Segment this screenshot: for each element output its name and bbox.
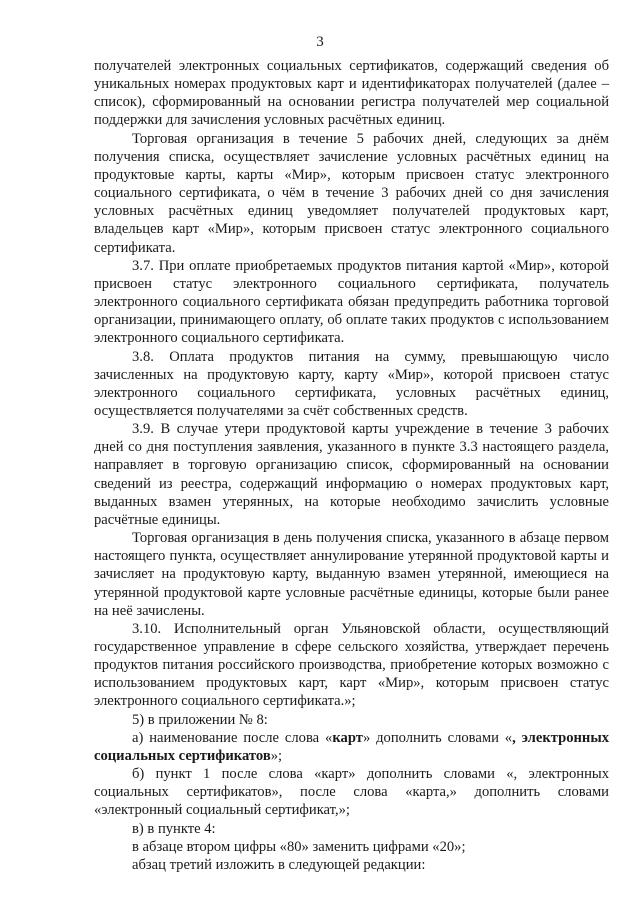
item-a-text-middle: » дополнить словами «	[362, 729, 513, 746]
page-number: 3	[316, 34, 324, 50]
paragraph-3-9: 3.9. В случае утери продуктовой карты учреждение в течение 3 рабочих дней со дня поступления заявления, указанного в пункте 3.3 настоящего раздела, направляет в торговую организацию список, сформированный на основании сведений из реестра, содержащий информацию о номерах продуктовых карт, выданных взамен утерянных, на которые необходимо зачислить условные расчётные единицы.	[94, 421, 609, 528]
paragraph-item-5: 5) в приложении № 8:	[132, 711, 268, 728]
paragraph-lost-card: Торговая организация в день получения списка, указанного в абзаце первом настоящего пункта, осуществляет аннулирование утерянной продуктовой карты и зачисляет на продуктовую карту, выданную взамен утерянной, имеющиеся на утерянной продуктовой карте условные расчётные единицы, которые были ранее на неё зачислены.	[94, 530, 609, 619]
paragraph-item-a	[94, 729, 609, 765]
document-body	[94, 57, 609, 874]
paragraph-3-10: 3.10. Исполнительный орган Ульяновской области, осуществляющий государственное управление в сфере сельского хозяйства, утверждает перечень продуктов питания российского производства, приобретение которых возможно с использованием продуктовых карт, карт «Мир», которым присвоен статус электронного социального сертификата.»;	[94, 620, 609, 710]
item-a-bold-word: карт	[332, 729, 363, 746]
paragraph-trade-org-crediting: Торговая организация в течение 5 рабочих дней, следующих за днём получения списка, осуществляет зачисление условных расчётных единиц на продуктовые карты, карты «Мир», которым присвоен статус электронного социального сертификата, о чём в течение 3 рабочих дней со дня зачисления условных расчётных единиц уведомляет получателей продуктовых карт, владельцев карт «Мир», которым присвоен статус электронного социального сертификата.	[94, 130, 609, 256]
paragraph-abzac-2: в абзаце втором цифры «80» заменить цифрами «20»;	[132, 838, 466, 855]
paragraph-continuation: получателей электронных социальных сертификатов, содержащий сведения об уникальных номерах продуктовых карт и идентификаторах получателей (далее – список), сформированный на основании регистра получателей мер социальной поддержки для зачисления условных расчётных единиц.	[94, 58, 609, 129]
paragraph-item-b: б) пункт 1 после слова «карт» дополнить словами «, электронных социальных сертификатов», после слова «карта,» дополнить словами «электронный социальный сертификат,»;	[94, 766, 609, 819]
item-a-text-start: а) наименование после слова «	[132, 729, 333, 746]
item-a-bold-phrase: , электронных социальных сертификатов	[94, 729, 610, 764]
paragraph-3-8: 3.8. Оплата продуктов питания на сумму, превышающую число зачисленных на продуктовую карту, карту «Мир», которой присвоен статус электронного социального сертификата, условных расчётных единиц, осуществляется получателями за счёт собственных средств.	[94, 348, 609, 419]
paragraph-abzac-3: абзац третий изложить в следующей редакции:	[132, 856, 426, 873]
paragraph-item-v: в) в пункте 4:	[132, 820, 216, 837]
item-a-text-end: »;	[270, 747, 283, 764]
paragraph-3-7: 3.7. При оплате приобретаемых продуктов питания картой «Мир», которой присвоен статус электронного социального сертификата, получатель электронного социального сертификата обязан предупредить работника торговой организации, принимающего оплату, об оплате таких продуктов с использованием электронного социального сертификата.	[94, 257, 609, 347]
